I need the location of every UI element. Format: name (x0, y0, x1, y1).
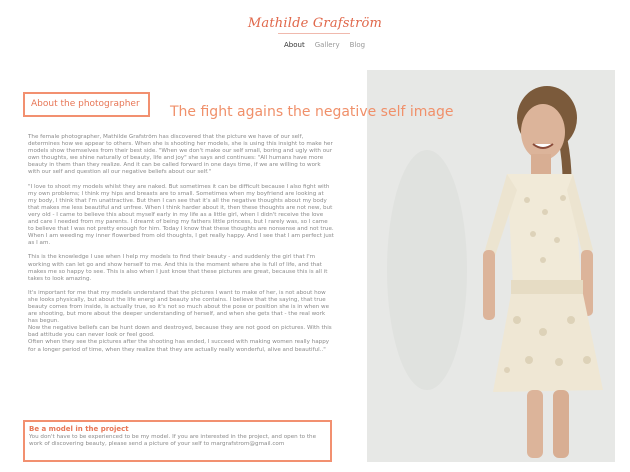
portrait-illustration (367, 70, 615, 462)
project-box (23, 420, 332, 462)
about-paragraph: This is the knowledge I use when I help my models to find their beauty - and suddenly the girl that I'm working with can let go and show herself to me. And this is the moment where she is full of life, and that makes me so happy to see. This is also when I just know that these pictures are great, because this is all it takes to look amazing. (28, 254, 328, 282)
nav-item-blog[interactable]: Blog (349, 41, 366, 49)
project-text: You don't have to be experienced to be my model. If you are interested in the project, and open to the work of discovering beauty, please send a picture of your self to margrafstrom@gmail.com (29, 434, 317, 448)
about-paragraph: The female photographer, Mathilde Grafström has discovered that the picture we have of our self, determines how we appear to others. When she is shooting her models, she is using this insight to make her models show themselves from their best side. "When we don't make our self small, boring and ugly with our own thoughts, we shine naturally of beauty, life and joy" she says and continues: "All humans have more beauty in them than they realize. And it can be called forward in one days time, if we are willing to work with our self and question all our negative beliefs about our self." (28, 134, 333, 176)
site-logo[interactable]: Mathilde Grafström (247, 16, 383, 31)
about-paragraph: It's important for me that my models understand that the pictures I want to make of her, is not about how she looks physically, but about the life energi and beauty she contains. I believe that the saying, that true beauty comes from inside, is actually true, so it's not so much about the pose or position she is in when we are shooting, but more about the deeper understanding of herself, and when she gets that - the real work has begun. (28, 289, 330, 325)
about-body (28, 134, 334, 361)
main-nav (284, 41, 365, 49)
project-title: Be a model in the project (29, 425, 129, 433)
nav-item-about[interactable]: About (284, 41, 305, 49)
photographer-photo (367, 70, 615, 462)
about-paragraph: Often when they see the pictures after the shooting has ended, I succeed with making women really happy for a longer period of time, when they realize that they are actually really wonderful, alive and beautiful.." (28, 339, 330, 353)
about-paragraph: Now the negative beliefs can be hunt down and destroyed, because they are not good on pictures. With this bad attitude you can never look or feel good. (28, 325, 332, 339)
logo-underline (278, 33, 350, 34)
about-heading: About the photographer (31, 99, 140, 109)
about-heading-box (23, 92, 150, 117)
about-paragraph: "I love to shoot my models whilst they are naked. But sometimes it can be difficult because I also fight with my own problems; I think my hips and breasts are to small. Sometimes when my boyfriend are looking at my body, I think that I'm unattractive. But then I can see that it's all the negative thoughts about my body that makes me less beautiful and unfree. When I think harder about it, then these thoughts are not new, but very old - I came to believe this about myself early in my life as a little girl, when I didn't receive the love and care I needed from my parents. I dreamt of being my fathers little princess, but I rarely was, so I came to believe that I was not pretty enough for him. Today I know that these thoughts are nonsense and not true. When I am weeding my inner flowerbed from old thoughts, I get really happy. And I see that I am perfect just as I am. (28, 183, 334, 247)
page-headline: The fight agains the negative self image (170, 104, 454, 120)
nav-item-gallery[interactable]: Gallery (314, 41, 340, 49)
